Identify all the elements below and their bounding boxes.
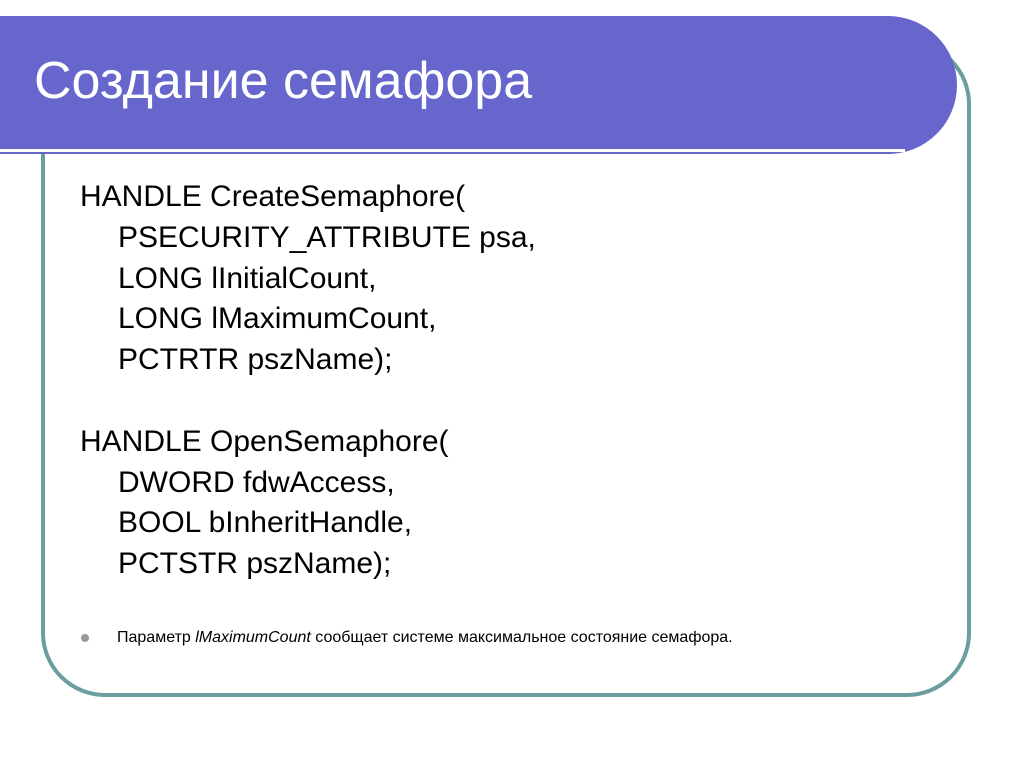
function-param: DWORD fdwAccess, (118, 465, 395, 499)
note-prefix: Параметр (117, 629, 196, 646)
create-semaphore-signature (80, 177, 536, 381)
function-param: LONG lInitialCount, (118, 261, 377, 295)
function-header: HANDLE CreateSemaphore( (80, 180, 466, 213)
note-text (117, 626, 733, 650)
note-emphasis: lMaximumCount (195, 629, 311, 646)
note-suffix: сообщает системе максимальное состояние семафора. (310, 629, 733, 646)
function-param: LONG lMaximumCount, (118, 302, 437, 336)
bullet-note (80, 626, 733, 650)
function-param: PCTRTR pszName); (118, 343, 393, 377)
function-param: PSECURITY_ATTRIBUTE psa, (118, 220, 536, 254)
title-underline (0, 149, 905, 152)
open-semaphore-signature (80, 422, 536, 585)
function-param: PCTSTR pszName); (118, 547, 392, 581)
slide-title: Создание семафора (34, 52, 533, 110)
function-param: BOOL bInheritHandle, (118, 506, 413, 540)
bullet-dot-icon (81, 634, 89, 642)
function-header: HANDLE OpenSemaphore( (80, 424, 449, 458)
code-listing (80, 177, 536, 585)
